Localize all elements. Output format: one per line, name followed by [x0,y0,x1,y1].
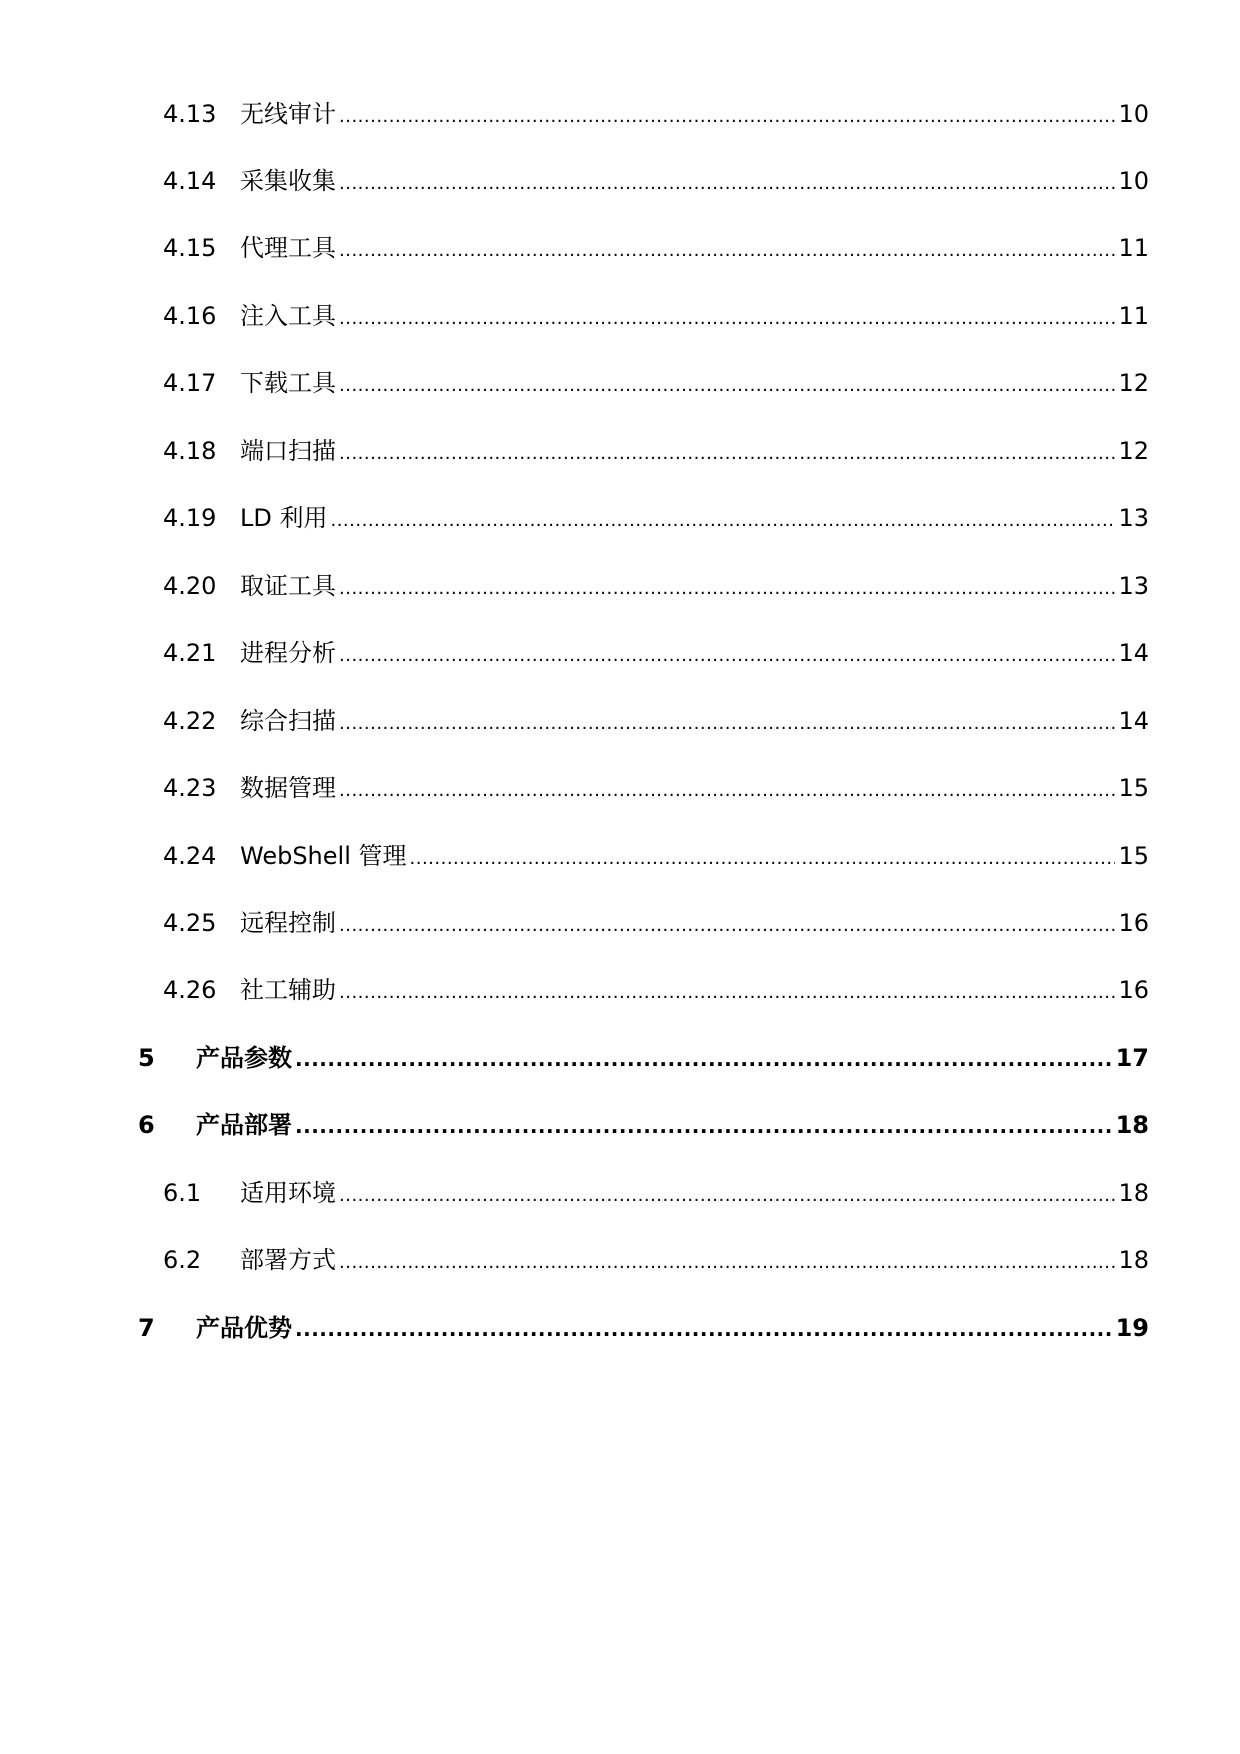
toc-entry-row [196,1105,1149,1145]
dot-leader [410,839,1116,879]
toc-entry-number: 4.23 [163,774,217,802]
toc-entry-title: 注入工具 [240,302,336,330]
toc-entry-title: LD 利用 [240,504,328,532]
toc-entry-number: 6.1 [163,1179,202,1207]
toc-entry-title: 综合扫描 [240,707,336,735]
dot-leader [295,1309,1113,1349]
toc-entry-number: 4.22 [163,707,217,735]
toc-entry-row [240,296,1149,336]
toc-entry-row [240,1173,1149,1213]
toc-entry-row [240,161,1149,201]
toc-entry-title: 产品参数 [196,1044,292,1072]
toc-entry-title: 代理工具 [240,234,336,262]
toc-entry-number: 6.2 [163,1246,202,1274]
dot-leader [339,771,1115,811]
toc-entry-page: 18 [1118,1246,1149,1274]
toc-entry-title: 部署方式 [240,1246,336,1274]
toc-entry-row [240,970,1149,1010]
toc-entry-page: 17 [1115,1044,1149,1072]
dot-leader [339,636,1115,676]
toc-entry-row [240,768,1149,808]
toc-entry-4-16[interactable] [0,296,1240,336]
toc-entry-title: 适用环境 [240,1179,336,1207]
dot-leader [339,704,1115,744]
toc-entry-number: 4.25 [163,909,217,937]
toc-entry-row [240,903,1149,943]
toc-entry-4-23[interactable] [0,768,1240,808]
toc-entry-4-18[interactable] [0,431,1240,471]
toc-entry-row [240,836,1149,876]
toc-entry-4-13[interactable] [0,94,1240,134]
dot-leader [339,97,1115,137]
toc-entry-4-25[interactable] [0,903,1240,943]
toc-entry-row [240,633,1149,673]
toc-entry-row [240,701,1149,741]
toc-entry-number: 4.17 [163,369,217,397]
toc-entry-page: 12 [1118,437,1149,465]
toc-entry-page: 15 [1118,774,1149,802]
toc-entry-title: 无线审计 [240,100,336,128]
dot-leader [339,164,1115,204]
toc-entry-number: 6 [138,1111,155,1139]
toc-entry-page: 12 [1118,369,1149,397]
toc-entry-row [240,363,1149,403]
toc-entry-page: 14 [1118,707,1149,735]
toc-entry-6-2[interactable] [0,1240,1240,1280]
toc-entry-page: 18 [1118,1179,1149,1207]
toc-entry-row [240,1240,1149,1280]
toc-entry-number: 4.19 [163,504,217,532]
toc-entry-page: 15 [1118,842,1149,870]
toc-entry-title: 端口扫描 [240,437,336,465]
toc-entry-7[interactable] [0,1308,1240,1348]
toc-entry-title: 取证工具 [240,572,336,600]
dot-leader [339,973,1115,1013]
toc-entry-number: 4.21 [163,639,217,667]
toc-entry-title: 远程控制 [240,909,336,937]
toc-entry-page: 10 [1118,100,1149,128]
toc-entry-title: 产品部署 [196,1111,292,1139]
toc-entry-4-17[interactable] [0,363,1240,403]
dot-leader [339,906,1115,946]
toc-entry-number: 5 [138,1044,155,1072]
toc-entry-4-22[interactable] [0,701,1240,741]
toc-entry-row [240,431,1149,471]
toc-entry-4-26[interactable] [0,970,1240,1010]
dot-leader [295,1106,1113,1146]
toc-entry-row [196,1038,1149,1078]
toc-entry-4-24[interactable] [0,836,1240,876]
toc-entry-page: 18 [1115,1111,1149,1139]
dot-leader [339,366,1115,406]
toc-entry-number: 4.13 [163,100,217,128]
toc-entry-title: WebShell 管理 [240,842,407,870]
toc-entry-title: 社工辅助 [240,976,336,1004]
toc-entry-number: 4.20 [163,572,217,600]
toc-entry-number: 7 [138,1314,155,1342]
dot-leader [339,299,1115,339]
toc-entry-page: 14 [1118,639,1149,667]
toc-entry-number: 4.14 [163,167,217,195]
dot-leader [339,1176,1115,1216]
toc-entry-5[interactable] [0,1038,1240,1078]
toc-entry-page: 11 [1118,302,1149,330]
toc-entry-6-1[interactable] [0,1173,1240,1213]
toc-entry-number: 4.15 [163,234,217,262]
toc-entry-4-15[interactable] [0,228,1240,268]
toc-entry-page: 13 [1118,504,1149,532]
toc-entry-row [240,94,1149,134]
dot-leader [339,1243,1115,1283]
toc-entry-number: 4.24 [163,842,217,870]
toc-entry-row [240,228,1149,268]
toc-entry-4-19[interactable] [0,498,1240,538]
toc-entry-4-21[interactable] [0,633,1240,673]
toc-entry-title: 数据管理 [240,774,336,802]
toc-entry-page: 10 [1118,167,1149,195]
toc-entry-page: 19 [1115,1314,1149,1342]
toc-entry-page: 16 [1118,909,1149,937]
toc-entry-row [240,566,1149,606]
dot-leader [339,434,1115,474]
dot-leader [339,569,1115,609]
toc-entry-4-20[interactable] [0,566,1240,606]
toc-entry-title: 采集收集 [240,167,336,195]
toc-entry-title: 产品优势 [196,1314,292,1342]
toc-entry-6[interactable] [0,1105,1240,1145]
toc-entry-number: 4.26 [163,976,217,1004]
toc-entry-row [240,498,1149,538]
toc-entry-row [196,1308,1149,1348]
toc-entry-page: 11 [1118,234,1149,262]
toc-entry-title: 进程分析 [240,639,336,667]
dot-leader [330,501,1115,541]
toc-entry-page: 16 [1118,976,1149,1004]
dot-leader [339,231,1115,271]
toc-entry-number: 4.16 [163,302,217,330]
toc-entry-number: 4.18 [163,437,217,465]
toc-entry-4-14[interactable] [0,161,1240,201]
dot-leader [295,1039,1113,1079]
toc-entry-title: 下载工具 [240,369,336,397]
toc-entry-page: 13 [1118,572,1149,600]
